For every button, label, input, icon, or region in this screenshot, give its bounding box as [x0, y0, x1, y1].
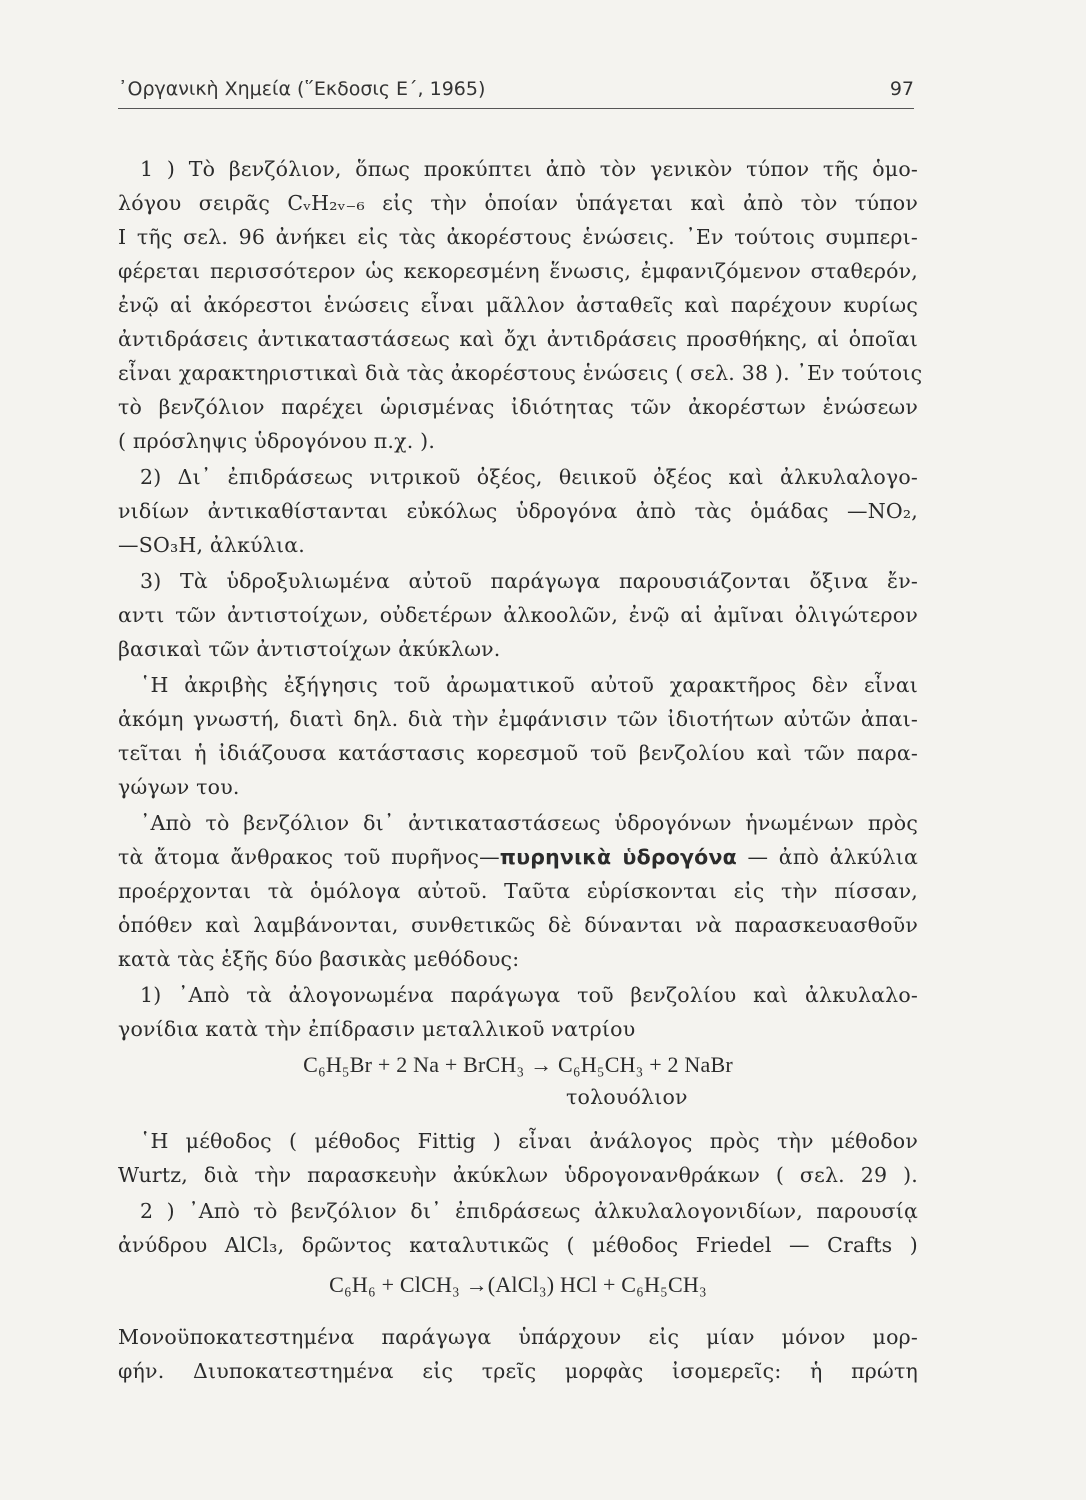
text-line: ῾Η μέθοδος ( μέθοδος Fittig ) εἶναι ἀνάλογος πρὸς τὴν μέθοδον	[140, 1129, 918, 1153]
text-line: φήν. Διυποκατεστημένα εἰς τρεῖς μορφὰς ἰσομερεῖς: ἡ πρώτη	[118, 1359, 918, 1383]
text-line: 1 ) Τὸ βενζόλιον, ὅπως προκύπτει ἀπὸ τὸν γενικὸν τύπον τῆς ὁμο-	[140, 157, 918, 181]
text-line: βασικαὶ τῶν ἀντιστοίχων ἀκύκλων.	[118, 637, 501, 661]
text-line: κατὰ τὰς ἑξῆς δύο βασικὰς μεθόδους:	[118, 947, 520, 971]
text-line: ἀκόμη γνωστή, διατὶ δηλ. διὰ τὴν ἐμφάνισιν τῶν ἰδιοτήτων αὐτῶν ἀπαι-	[118, 707, 918, 731]
text-line: γονίδια κατὰ τὴν ἐπίδρασιν μεταλλικοῦ νατρίου	[118, 1017, 636, 1041]
text-line: φέρεται περισσότερον ὡς κεκορεσμένη ἕνωσις, ἐμφανιζόμενον σταθερόν,	[118, 259, 918, 283]
text-line: εἶναι χαρακτηριστικαὶ διὰ τὰς ἀκορέστους ἑνώσεις ( σελ. 38 ). ᾽Εν τούτοις	[118, 361, 923, 385]
text-line: ὁπόθεν καὶ λαμβάνονται, συνθετικῶς δὲ δύνανται νὰ παρασκευασθοῦν	[118, 913, 918, 937]
text-line: —SO₃H, ἀλκύλια.	[118, 533, 305, 557]
text-line: 2) Δι᾽ ἐπιδράσεως νιτρικοῦ ὀξέος, θειικοῦ ὀξέος καὶ ἀλκυλαλογο-	[140, 465, 918, 489]
text-line: αντι τῶν ἀντιστοίχων, οὐδετέρων ἀλκοολῶν, ἐνῷ αἱ ἀμῖναι ὀλιγώτερον	[118, 603, 918, 627]
text-line: ( πρόσληψις ὑδρογόνου π.χ. ).	[118, 429, 436, 453]
text-line: ἀνύδρου AlCl₃, δρῶντος καταλυτικῶς ( μέθοδος Friedel — Crafts )	[118, 1233, 918, 1257]
text-line: 1) ᾽Απὸ τὰ ἀλογονωμένα παράγωγα τοῦ βενζολίου καὶ ἀλκυλαλο-	[140, 983, 918, 1007]
text-line: νιδίων ἀντικαθίστανται εὐκόλως ὑδρογόνα ἀπὸ τὰς ὁμάδας —NO₂,	[118, 499, 918, 523]
bold-term: πυρηνικὰ ὑδρογόνα	[499, 845, 737, 869]
chemical-equation: C₆H₆ + ClCH₃ →(AlCl₃) HCl + C₆H₅CH₃	[329, 1272, 707, 1297]
text-line: τεῖται ἡ ἰδιάζουσα κατάστασις κορεσμοῦ τοῦ βενζολίου καὶ τῶν παρα-	[118, 741, 918, 765]
text-line: 3) Τὰ ὑδροξυλιωμένα αὐτοῦ παράγωγα παρουσιάζονται ὄξινα ἔν-	[140, 569, 918, 593]
text-line-with-bold-term	[118, 844, 918, 870]
text-line: Wurtz, διὰ τὴν παρασκευὴν ἀκύκλων ὑδρογονανθράκων ( σελ. 29 ).	[118, 1163, 918, 1187]
equation-product-label: τολουόλιον	[566, 1085, 688, 1109]
page-number: 97	[889, 78, 914, 100]
chemical-equation: C₆H₅Br + 2 Na + BrCH₃ → C₆H₅CH₃ + 2 NaBr	[303, 1052, 733, 1077]
running-header	[118, 74, 914, 109]
text-fragment: τὰ ἄτομα ἄνθρακος τοῦ πυρῆνος—	[118, 845, 500, 869]
text-line: ἐνῷ αἱ ἀκόρεστοι ἑνώσεις εἶναι μᾶλλον ἀσταθεῖς καὶ παρέχουν κυρίως	[118, 293, 918, 317]
text-line: Μονοϋποκατεστημένα παράγωγα ὑπάρχουν εἰς μίαν μόνον μορ-	[118, 1325, 918, 1349]
text-line: I τῆς σελ. 96 ἀνήκει εἰς τὰς ἀκορέστους ἑνώσεις. ᾽Εν τούτοις συμπερι-	[118, 225, 918, 249]
text-fragment: — ἀπὸ ἀλκύλια	[736, 845, 919, 869]
text-line: ἀντιδράσεις ἀντικαταστάσεως καὶ ὄχι ἀντιδράσεις προσθήκης, αἱ ὁποῖαι	[118, 327, 918, 351]
text-line: ῾Η ἀκριβὴς ἐξήγησις τοῦ ἀρωματικοῦ αὐτοῦ χαρακτῆρος δὲν εἶναι	[140, 673, 918, 697]
text-line: προέρχονται τὰ ὁμόλογα αὐτοῦ. Ταῦτα εὑρίσκονται εἰς τὴν πίσσαν,	[118, 879, 918, 903]
text-line: λόγου σειρᾶς CᵥH₂ᵥ₋₆ εἰς τὴν ὁποίαν ὑπάγεται καὶ ἀπὸ τὸν τύπον	[118, 191, 918, 215]
text-line: 2 ) ᾽Απὸ τὸ βενζόλιον δι᾽ ἐπιδράσεως ἀλκυλαλογονιδίων, παρουσίᾳ	[140, 1199, 918, 1223]
header-title: ᾽Οργανικὴ Χημεία (῞Εκδοσις Ε΄, 1965)	[118, 78, 486, 100]
text-line: τὸ βενζόλιον παρέχει ὡρισμένας ἰδιότητας τῶν ἀκορέστων ἑνώσεων	[118, 395, 918, 419]
text-line: γώγων του.	[118, 775, 240, 799]
text-line: ᾽Απὸ τὸ βενζόλιον δι᾽ ἀντικαταστάσεως ὑδρογόνων ἡνωμένων πρὸς	[140, 811, 918, 835]
